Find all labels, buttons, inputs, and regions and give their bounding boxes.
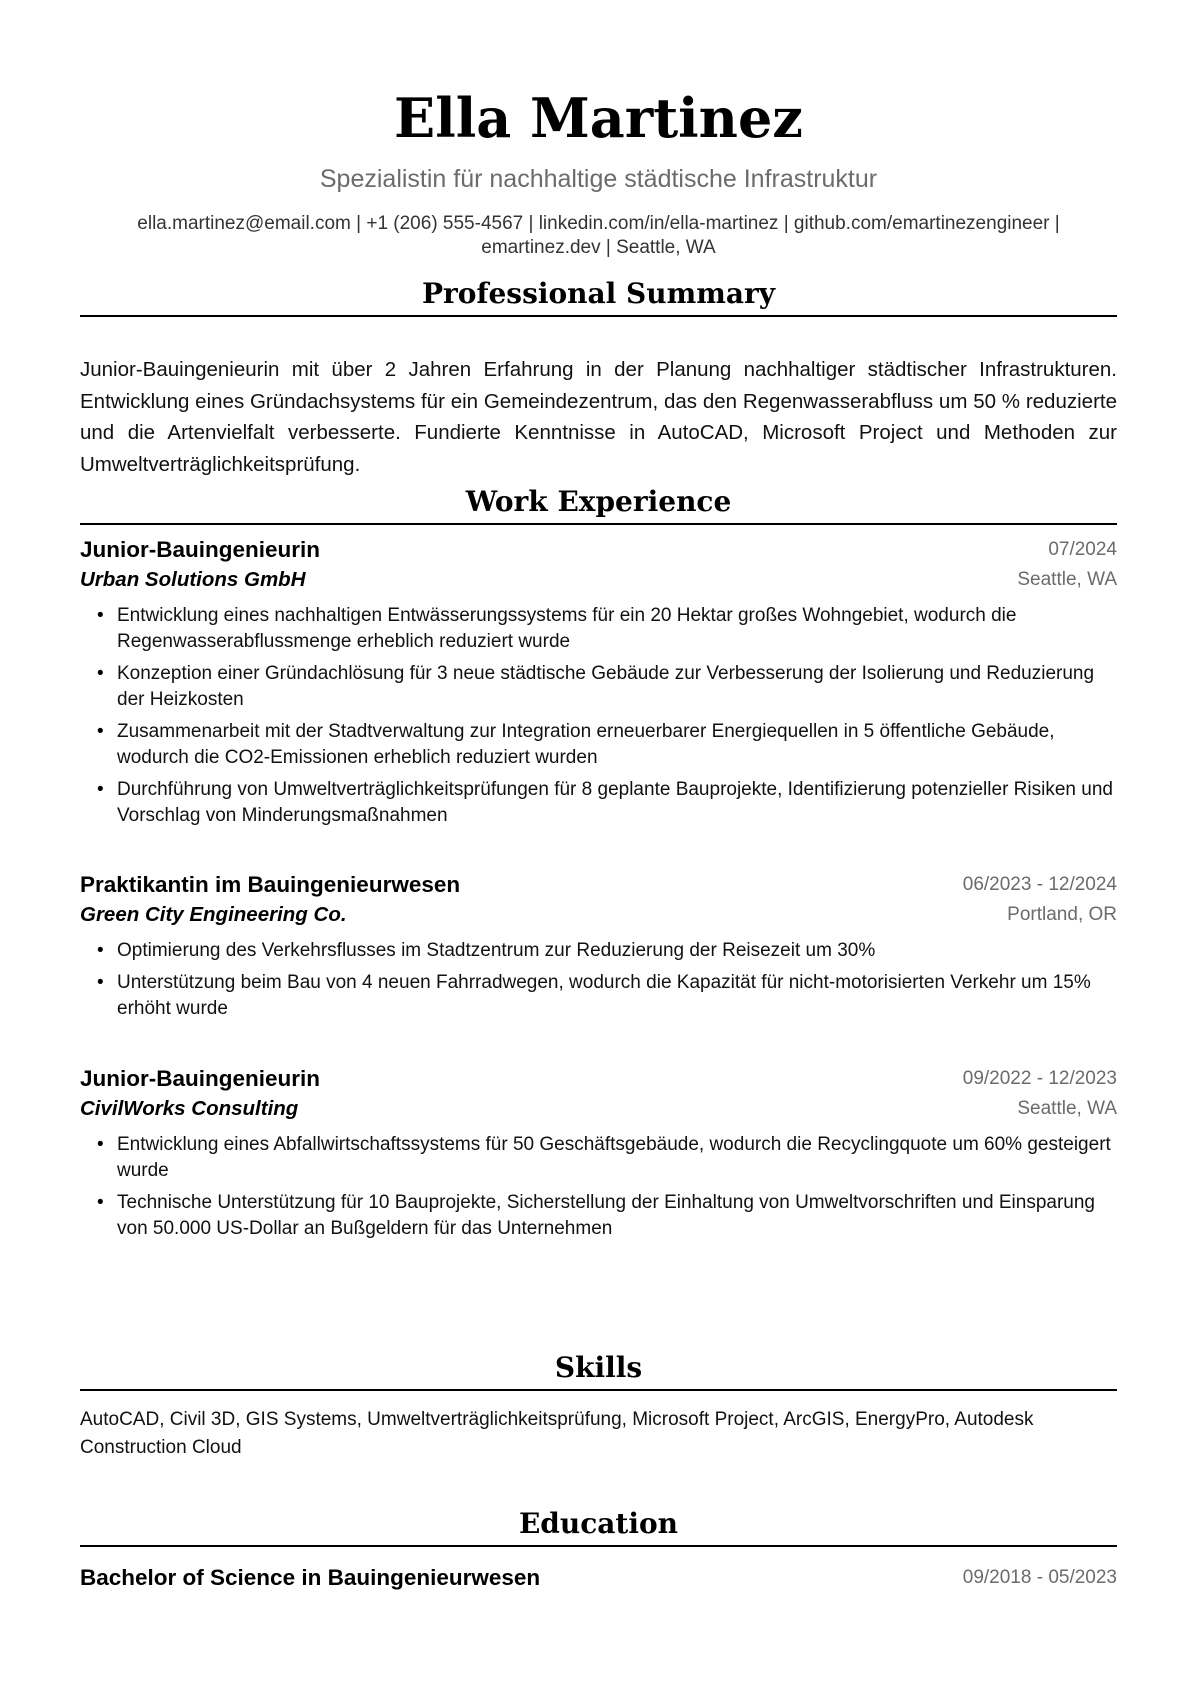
- section-title-skills: Skills: [554, 1351, 643, 1384]
- section-divider: [80, 1389, 1117, 1391]
- bullet-item: • Optimierung des Verkehrsflusses im Stadtzentrum zur Reduzierung der Reisezeit um 30%: [117, 938, 1117, 964]
- contact-line-1: ella.martinez@email.com | +1 (206) 555-4567 | linkedin.com/in/ella-martinez | github.com/emartinezengineer |: [137, 213, 1060, 234]
- job-date: 09/2022 - 12/2023: [962, 1068, 1117, 1089]
- bullet-item: • Entwicklung eines nachhaltigen Entwässerungssystems für ein 20 Hektar großes Wohngebiet, wodurch die Regenwasserabflussmenge erheblich reduziert wurde: [117, 603, 1117, 655]
- candidate-headline: Spezialistin für nachhaltige städtische Infrastruktur: [319, 165, 878, 193]
- section-title-experience: Work Experience: [465, 485, 732, 518]
- education-degree: Bachelor of Science in Bauingenieurwesen: [80, 1565, 541, 1590]
- job-bullets: [80, 938, 1117, 1022]
- bullet-item: • Unterstützung beim Bau von 4 neuen Fahrradwegen, wodurch die Kapazität für nicht-motorisierten Verkehr um 15% erhöht wurde: [117, 970, 1117, 1022]
- job-location: Seattle, WA: [1017, 569, 1117, 590]
- bullet-item: • Konzeption einer Gründachlösung für 3 neue städtische Gebäude zur Verbesserung der Isolierung und Reduzierung der Heizkosten: [117, 661, 1117, 713]
- job-bullets: [80, 603, 1117, 829]
- candidate-name: Ella Martinez: [394, 86, 803, 150]
- job-location: Portland, OR: [1007, 904, 1117, 925]
- job-entry: [80, 1064, 1117, 1248]
- bullet-item: • Zusammenarbeit mit der Stadtverwaltung zur Integration erneuerbarer Energiequellen in 5 öffentliche Gebäude, wodurch die CO2-Emissionen erheblich reduziert wurden: [117, 719, 1117, 771]
- job-company: Green City Engineering Co.: [80, 903, 347, 926]
- job-title: Praktikantin im Bauingenieurwesen: [80, 872, 461, 897]
- education-date: 09/2018 - 05/2023: [962, 1567, 1117, 1588]
- summary-text: Junior-Bauingenieurin mit über 2 Jahren Erfahrung in der Planung nachhaltiger städtischer Infrastrukturen. Entwicklung eines Gründachsystems für ein Gemeindezentrum, das den Regenwasserabfluss um 50 % reduzierte und die Artenvielfalt verbesserte. Fundierte Kenntnisse in AutoCAD, Microsoft Project und Methoden zur Umweltverträglichkeitsprüfung.: [80, 358, 1117, 476]
- contact-line-2: emartinez.dev | Seattle, WA: [481, 237, 716, 258]
- job-entry: [80, 535, 1117, 835]
- contact-info: [80, 212, 1117, 260]
- section-divider: [80, 1545, 1117, 1547]
- job-date: 07/2024: [1048, 539, 1117, 560]
- bullet-item: • Durchführung von Umweltverträglichkeitsprüfungen für 8 geplante Bauprojekte, Identifizierung potenzieller Risiken und Vorschlag von Minderungsmaßnahmen: [117, 777, 1117, 829]
- job-company: CivilWorks Consulting: [80, 1097, 299, 1120]
- bullet-item: • Entwicklung eines Abfallwirtschaftssystems für 50 Geschäftsgebäude, wodurch die Recyclingquote um 60% gesteigert wurde: [117, 1132, 1117, 1184]
- job-location: Seattle, WA: [1017, 1098, 1117, 1119]
- section-divider: [80, 315, 1117, 317]
- job-title: Junior-Bauingenieurin: [80, 1066, 321, 1091]
- job-title: Junior-Bauingenieurin: [80, 537, 321, 562]
- job-company: Urban Solutions GmbH: [80, 568, 306, 591]
- section-divider: [80, 523, 1117, 525]
- skills-list: AutoCAD, Civil 3D, GIS Systems, Umweltverträglichkeitsprüfung, Microsoft Project, ArcGIS, EnergyPro, Autodesk Construction Cloud: [80, 1409, 1034, 1458]
- section-title-education: Education: [518, 1507, 679, 1540]
- job-entry: [80, 870, 1117, 1028]
- section-title-summary: Professional Summary: [421, 277, 776, 310]
- job-bullets: [80, 1132, 1117, 1242]
- job-date: 06/2023 - 12/2024: [962, 874, 1117, 895]
- bullet-item: • Technische Unterstützung für 10 Bauprojekte, Sicherstellung der Einhaltung von Umweltvorschriften und Einsparung von 50.000 US-Dollar an Bußgeldern für das Unternehmen: [117, 1190, 1117, 1242]
- education-entry: [80, 1562, 1117, 1594]
